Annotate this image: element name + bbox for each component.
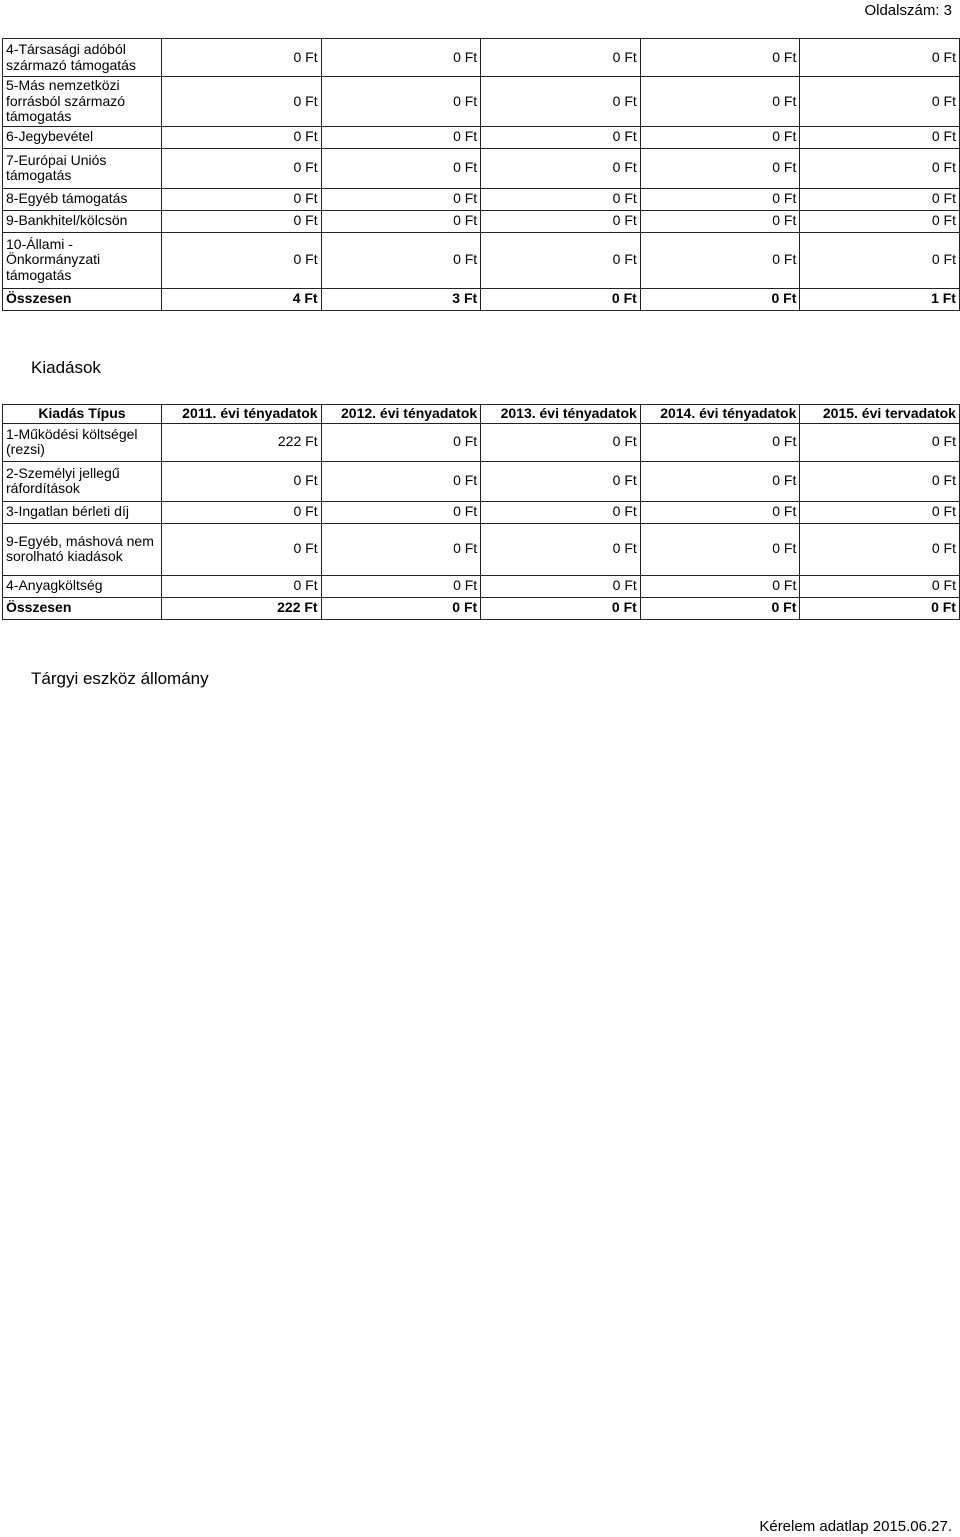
cell-value: 0 Ft: [162, 461, 322, 501]
table-row: [3, 523, 960, 575]
cell-value: 0 Ft: [162, 126, 322, 148]
table-row: [3, 77, 960, 127]
row-label: 6-Jegybevétel: [3, 126, 162, 148]
row-label: Összesen: [3, 597, 162, 619]
expenses-title: Kiadások: [31, 358, 101, 377]
cell-value: 0 Ft: [481, 188, 641, 210]
cell-value: 0 Ft: [481, 575, 641, 597]
header-2014: 2014. évi tényadatok: [640, 405, 800, 424]
cell-value: 0 Ft: [321, 39, 481, 77]
cell-value: 0 Ft: [321, 461, 481, 501]
row-label: 9-Bankhitel/kölcsön: [3, 210, 162, 232]
cell-value: 0 Ft: [640, 461, 800, 501]
cell-value: 0 Ft: [481, 232, 641, 288]
table-row: [3, 148, 960, 188]
cell-value: 0 Ft: [640, 523, 800, 575]
table-row: [3, 39, 960, 77]
cell-value: 0 Ft: [321, 423, 481, 461]
cell-value: 0 Ft: [800, 126, 960, 148]
cell-value: 0 Ft: [640, 188, 800, 210]
page-number: Oldalszám: 3: [864, 2, 952, 19]
header-2012: 2012. évi tényadatok: [321, 405, 481, 424]
cell-value: 4 Ft: [162, 288, 322, 310]
cell-value: 0 Ft: [481, 461, 641, 501]
table-row: [3, 461, 960, 501]
cell-value: 0 Ft: [321, 232, 481, 288]
table-row: [3, 126, 960, 148]
total-row: [3, 597, 960, 619]
row-label: 3-Ingatlan bérleti díj: [3, 501, 162, 523]
cell-value: 0 Ft: [800, 423, 960, 461]
cell-value: 0 Ft: [321, 575, 481, 597]
row-label: 1-Működési költségel (rezsi): [3, 423, 162, 461]
cell-value: 0 Ft: [481, 423, 641, 461]
row-label: 4-Anyagköltség: [3, 575, 162, 597]
cell-value: 0 Ft: [640, 232, 800, 288]
cell-value: 0 Ft: [481, 126, 641, 148]
header-2015: 2015. évi tervadatok: [800, 405, 960, 424]
cell-value: 0 Ft: [162, 575, 322, 597]
cell-value: 0 Ft: [481, 77, 641, 127]
cell-value: 0 Ft: [800, 210, 960, 232]
row-label: Összesen: [3, 288, 162, 310]
cell-value: 0 Ft: [481, 39, 641, 77]
cell-value: 3 Ft: [321, 288, 481, 310]
cell-value: 0 Ft: [640, 148, 800, 188]
cell-value: 0 Ft: [162, 77, 322, 127]
cell-value: 222 Ft: [162, 423, 322, 461]
cell-value: 0 Ft: [800, 523, 960, 575]
cell-value: 0 Ft: [321, 523, 481, 575]
footer-text: Kérelem adatlap 2015.06.27.: [759, 1518, 952, 1535]
row-label: 4-Társasági adóból származó támogatás: [3, 39, 162, 77]
cell-value: 0 Ft: [162, 210, 322, 232]
cell-value: 0 Ft: [481, 523, 641, 575]
cell-value: 0 Ft: [321, 501, 481, 523]
cell-value: 0 Ft: [640, 501, 800, 523]
cell-value: 1 Ft: [800, 288, 960, 310]
cell-value: 0 Ft: [800, 597, 960, 619]
cell-value: 222 Ft: [162, 597, 322, 619]
income-table: [2, 38, 960, 311]
cell-value: 0 Ft: [321, 597, 481, 619]
cell-value: 0 Ft: [481, 210, 641, 232]
cell-value: 0 Ft: [800, 575, 960, 597]
table-row: [3, 232, 960, 288]
cell-value: 0 Ft: [640, 423, 800, 461]
cell-value: 0 Ft: [640, 77, 800, 127]
cell-value: 0 Ft: [640, 210, 800, 232]
row-label: 5-Más nemzetközi forrásból származó támogatás: [3, 77, 162, 127]
cell-value: 0 Ft: [321, 77, 481, 127]
cell-value: 0 Ft: [321, 210, 481, 232]
cell-value: 0 Ft: [640, 288, 800, 310]
cell-value: 0 Ft: [800, 461, 960, 501]
cell-value: 0 Ft: [800, 77, 960, 127]
cell-value: 0 Ft: [481, 148, 641, 188]
cell-value: 0 Ft: [321, 188, 481, 210]
table-row: [3, 188, 960, 210]
row-label: 8-Egyéb támogatás: [3, 188, 162, 210]
header-type: Kiadás Típus: [3, 405, 162, 424]
total-row: [3, 288, 960, 310]
cell-value: 0 Ft: [162, 232, 322, 288]
cell-value: 0 Ft: [800, 148, 960, 188]
cell-value: 0 Ft: [640, 126, 800, 148]
cell-value: 0 Ft: [800, 39, 960, 77]
row-label: 7-Európai Uniós támogatás: [3, 148, 162, 188]
cell-value: 0 Ft: [481, 501, 641, 523]
row-label: 10-Állami - Önkormányzati támogatás: [3, 232, 162, 288]
cell-value: 0 Ft: [162, 148, 322, 188]
cell-value: 0 Ft: [800, 188, 960, 210]
table-row: [3, 575, 960, 597]
cell-value: 0 Ft: [162, 501, 322, 523]
cell-value: 0 Ft: [321, 126, 481, 148]
cell-value: 0 Ft: [640, 39, 800, 77]
cell-value: 0 Ft: [640, 575, 800, 597]
cell-value: 0 Ft: [162, 39, 322, 77]
table-row: [3, 423, 960, 461]
table-row: [3, 501, 960, 523]
cell-value: 0 Ft: [800, 232, 960, 288]
cell-value: 0 Ft: [162, 523, 322, 575]
header-2013: 2013. évi tényadatok: [481, 405, 641, 424]
cell-value: 0 Ft: [481, 597, 641, 619]
row-label: 9-Egyéb, máshová nem sorolható kiadások: [3, 523, 162, 575]
table-row: [3, 210, 960, 232]
cell-value: 0 Ft: [800, 501, 960, 523]
assets-title: Tárgyi eszköz állomány: [31, 669, 209, 688]
cell-value: 0 Ft: [481, 288, 641, 310]
expenses-table: [2, 404, 960, 620]
cell-value: 0 Ft: [321, 148, 481, 188]
header-2011: 2011. évi tényadatok: [162, 405, 322, 424]
cell-value: 0 Ft: [162, 188, 322, 210]
expenses-header-row: [3, 405, 960, 424]
row-label: 2-Személyi jellegű ráfordítások: [3, 461, 162, 501]
cell-value: 0 Ft: [640, 597, 800, 619]
